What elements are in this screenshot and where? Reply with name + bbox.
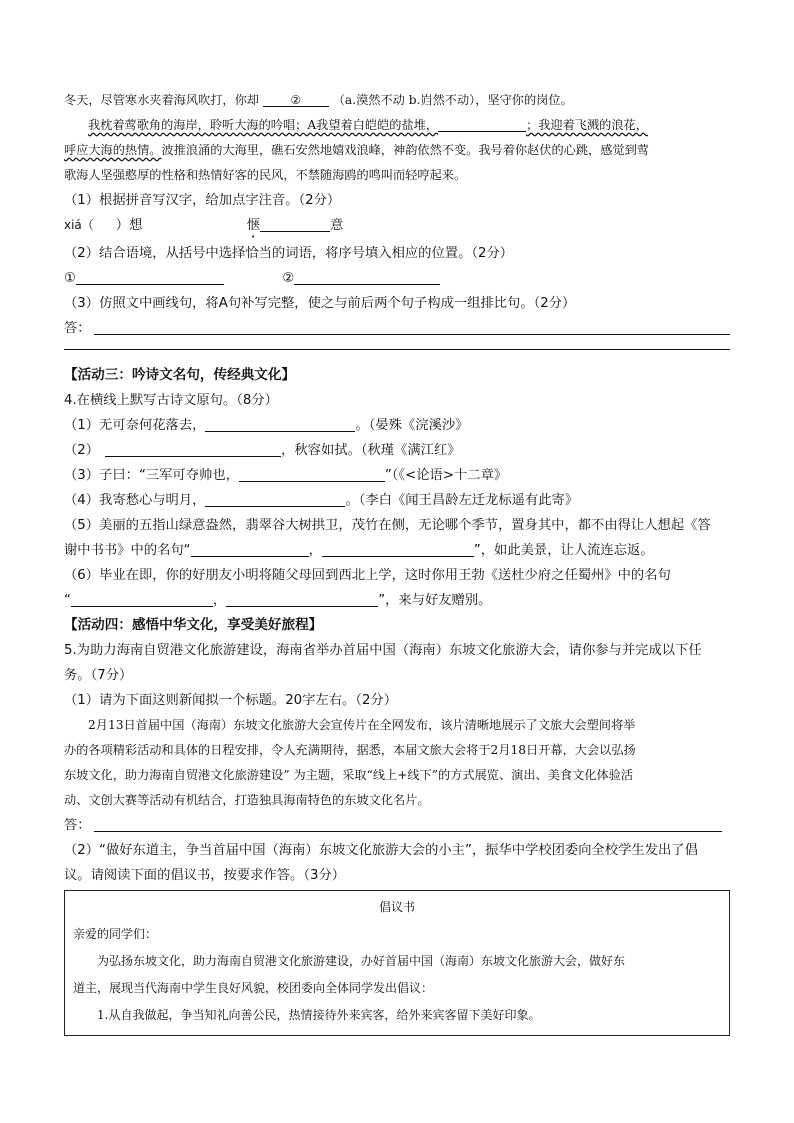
q4-blank-5b[interactable] [322, 541, 474, 557]
q5-title-a: 5.为助力海南自贸港文化旅游建设，海南省举办首届中国（海南）东坡文化旅游大会，请你参与并完成以下任 [64, 643, 702, 658]
answer-line-1[interactable] [94, 334, 730, 335]
q4-item-6a: （6）毕业在即，你的好朋友小明将随父母回到西北上学，这时你用王勃《送杜少府之任蜀州》中的名句 [64, 568, 671, 583]
q3-sub3: （3）仿照文中画线句，将A句补写完整，使之与前后两个句子构成一组排比句。（2分） [64, 296, 576, 311]
q4-blank-4[interactable] [205, 491, 345, 507]
blank-a[interactable] [438, 116, 526, 132]
proposal-title: 倡议书 [378, 900, 415, 914]
news-line-1: 2月13日首届中国（海南）东坡文化旅游大会宣传片在全网发布，该片清晰地展示了文旅大会塑间将举 [88, 718, 636, 732]
proposal-body-2: 道主，展现当代海南中学生良好风貌，校团委向全体同学发出倡议： [73, 981, 434, 995]
passage-line-1: 冬天，尽管寒水夹着海风吹打，你却 ② （a.漠然不动 b.岿然不动），坚守你的岗位。 [64, 93, 573, 107]
q4-item-6b: “ ， ”，来与好友赠别。 [64, 593, 492, 608]
q3-choice-row: ① ② [64, 266, 732, 291]
q4-blank-1[interactable] [205, 416, 355, 432]
choice-blank-2[interactable] [294, 269, 440, 285]
q4-item-5b: 谢中书书》中的名句“ ， ”，如此美景，让人流连忘返。 [64, 543, 654, 558]
q4-blank-5a[interactable] [191, 541, 309, 557]
exam-page [64, 88, 732, 1036]
proposal-box [64, 890, 730, 1036]
q4-blank-6b[interactable] [226, 591, 378, 607]
q3-pinyin-row: xiá（ ）想 惬 意 [64, 218, 344, 233]
q4-blank-3[interactable] [239, 466, 385, 482]
proposal-body-1: 为弘扬东坡文化，助力海南自贸港文化旅游建设，办好首届中国（海南）东坡文化旅游大会，做好东 [97, 954, 626, 968]
proposal-item-1: 1.从自我做起，争当知礼向善公民，热情接待外来宾客，给外来宾客留下美好印象。 [97, 1008, 541, 1022]
news-line-2: 办的各项精彩活动和具体的日程安排，令人充满期待，据悉，本届文旅大会将于2月18日开幕，大会以弘扬 [64, 743, 636, 757]
activity3-heading: 【活动三：吟诗文名句，传经典文化】 [64, 367, 296, 383]
passage-line-4: 歌海人坚强憨厚的性格和热情好客的民风，不禁随海鸥的鸣叫而轻哼起来。 [64, 168, 467, 182]
q3-answer-row: 答： [64, 316, 732, 341]
q4-item-1: （1）无可奈何花落去， 。（晏殊《浣溪沙》 [64, 418, 469, 433]
news-line-4: 动、文创大赛等活动有机结合，打造独具海南特色的东坡文化名片。 [64, 793, 430, 807]
passage-line-3: 呼应大海的热情。波推浪涌的大海里，礁石安然地嬉戏浪峰，神韵依然不变。我号着你赵伏的心跳，感觉到莺 [64, 143, 649, 157]
q4-item-5a: （5）美丽的五指山绿意盎然，翡翠谷大树拱卫，茂竹在侧，无论哪个季节，置身其中，都不由得让人想起《答 [64, 518, 711, 533]
q4-blank-2[interactable] [105, 441, 281, 457]
q3-sub1: （1）根据拼音写汉字，给加点字注音。（2分） [64, 193, 341, 208]
q3-sub2: （2）结合语境，从括号中选择恰当的词语，将序号填入相应的位置。（2分） [64, 246, 514, 261]
q5-answer-row: 答： [64, 813, 732, 838]
q4-item-3: （3）子曰：“三军可夺帅也， ”（《<论语>十二章》 [64, 468, 508, 483]
q5-sub2-a: （2）“做好东道主，争当首届中国（海南）东坡文化旅游大会的小主”，振华中学校团委向全校学生发出了倡 [64, 843, 698, 858]
passage-line-2: 我枕着莺歌角的海岸，聆听大海的吟唱；A我望着白皑皑的盐堆， ；我迎着飞溅的浪花， [88, 118, 648, 132]
choice-blank-1[interactable] [76, 269, 224, 285]
news-line-3: 东坡文化，助力海南自贸港文化旅游建设” 为主题，采取“线上+线下”的方式展览、演出、美食文化体验活 [64, 768, 634, 782]
q5-sub1: （1）请为下面这则新闻拟一个标题。20字左右。（2分） [64, 693, 398, 708]
proposal-greeting: 亲爱的同学们： [73, 927, 158, 941]
activity4-heading: 【活动四：感悟中华文化，享受美好旅程】 [64, 617, 323, 633]
q4-item-4: （4）我寄愁心与明月， 。（李白《闻王昌龄左迁龙标遥有此寄》 [64, 493, 579, 508]
blank-2[interactable]: ② [263, 91, 329, 107]
q4-title: 4.在横线上默写古诗文原句。（8分） [64, 393, 278, 408]
answer-line-2[interactable] [64, 349, 730, 350]
q5-answer-line[interactable] [94, 831, 722, 832]
q3-answer-row-2 [64, 341, 732, 363]
qie-pinyin-blank[interactable] [260, 216, 330, 232]
q4-blank-6a[interactable] [71, 591, 213, 607]
q5-sub2-b: 议。请阅读下面的倡议书，按要求作答。（3分） [64, 868, 346, 883]
q4-item-2: （2） ，秋容如拭。（秋瑾《满江红》 [64, 443, 461, 458]
q5-title-b: 务。（7分） [64, 668, 133, 683]
